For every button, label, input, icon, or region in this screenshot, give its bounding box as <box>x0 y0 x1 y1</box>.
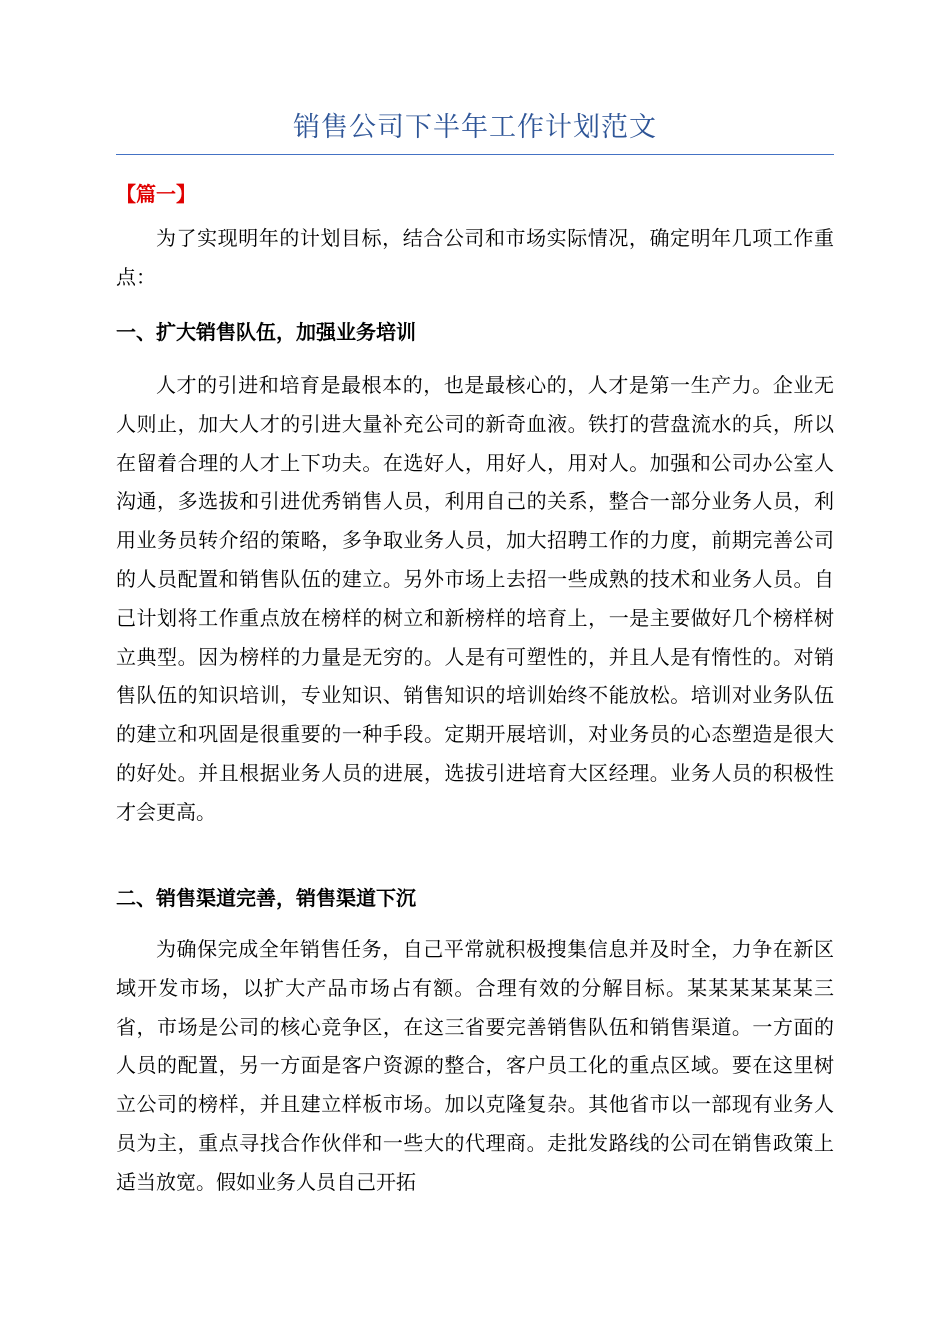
section-heading-2: 二、销售渠道完善，销售渠道下沉 <box>116 886 416 910</box>
title-underline <box>116 154 834 155</box>
section-body-1: 人才的引进和培育是最根本的，也是最核心的，人才是第一生产力。企业无人则止，加大人才的引进大量补充公司的新奇血液。铁打的营盘流水的兵，所以在留着合理的人才上下功夫。在选好人，用好人，用对人。加强和公司办公室人沟通，多选拔和引进优秀销售人员，利用自己的关系，整合一部分业务人员，利用业务员转介绍的策略，多争取业务人员，加大招聘工作的力度，前期完善公司的人员配置和销售队伍的建立。另外市场上去招一些成熟的技术和业务人员。自己计划将工作重点放在榜样的树立和新榜样的培育上，一是主要做好几个榜样树立典型。因为榜样的力量是无穷的。人是有可塑性的，并且人是有惰性的。对销售队伍的知识培训，专业知识、销售知识的培训始终不能放松。培训对业务队伍的建立和巩固是很重要的一种手段。定期开展培训，对业务员的心态塑造是很大的好处。并且根据业务人员的进展，选拔引进培育大区经理。业务人员的积极性才会更高。 <box>116 373 834 824</box>
section-body-2: 为确保完成全年销售任务，自己平常就积极搜集信息并及时全，力争在新区域开发市场，以扩大产品市场占有额。合理有效的分解目标。某某某某某某三省，市场是公司的核心竞争区，在这三省要完善销售队伍和销售渠道。一方面的人员的配置，另一方面是客户资源的整合，客户员工化的重点区域。要在这里树立公司的榜样，并且建立样板市场。加以克隆复杂。其他省市以一部现有业务人员为主，重点寻找合作伙伴和一些大的代理商。走批发路线的公司在销售政策上适当放宽。假如业务人员自己开拓 <box>116 937 834 1194</box>
intro-paragraph: 为了实现明年的计划目标，结合公司和市场实际情况，确定明年几项工作重点： <box>116 226 834 289</box>
document-title: 销售公司下半年工作计划范文 <box>293 112 657 143</box>
section-tag: 【篇一】 <box>116 182 196 206</box>
section-heading-1: 一、扩大销售队伍，加强业务培训 <box>116 320 416 344</box>
